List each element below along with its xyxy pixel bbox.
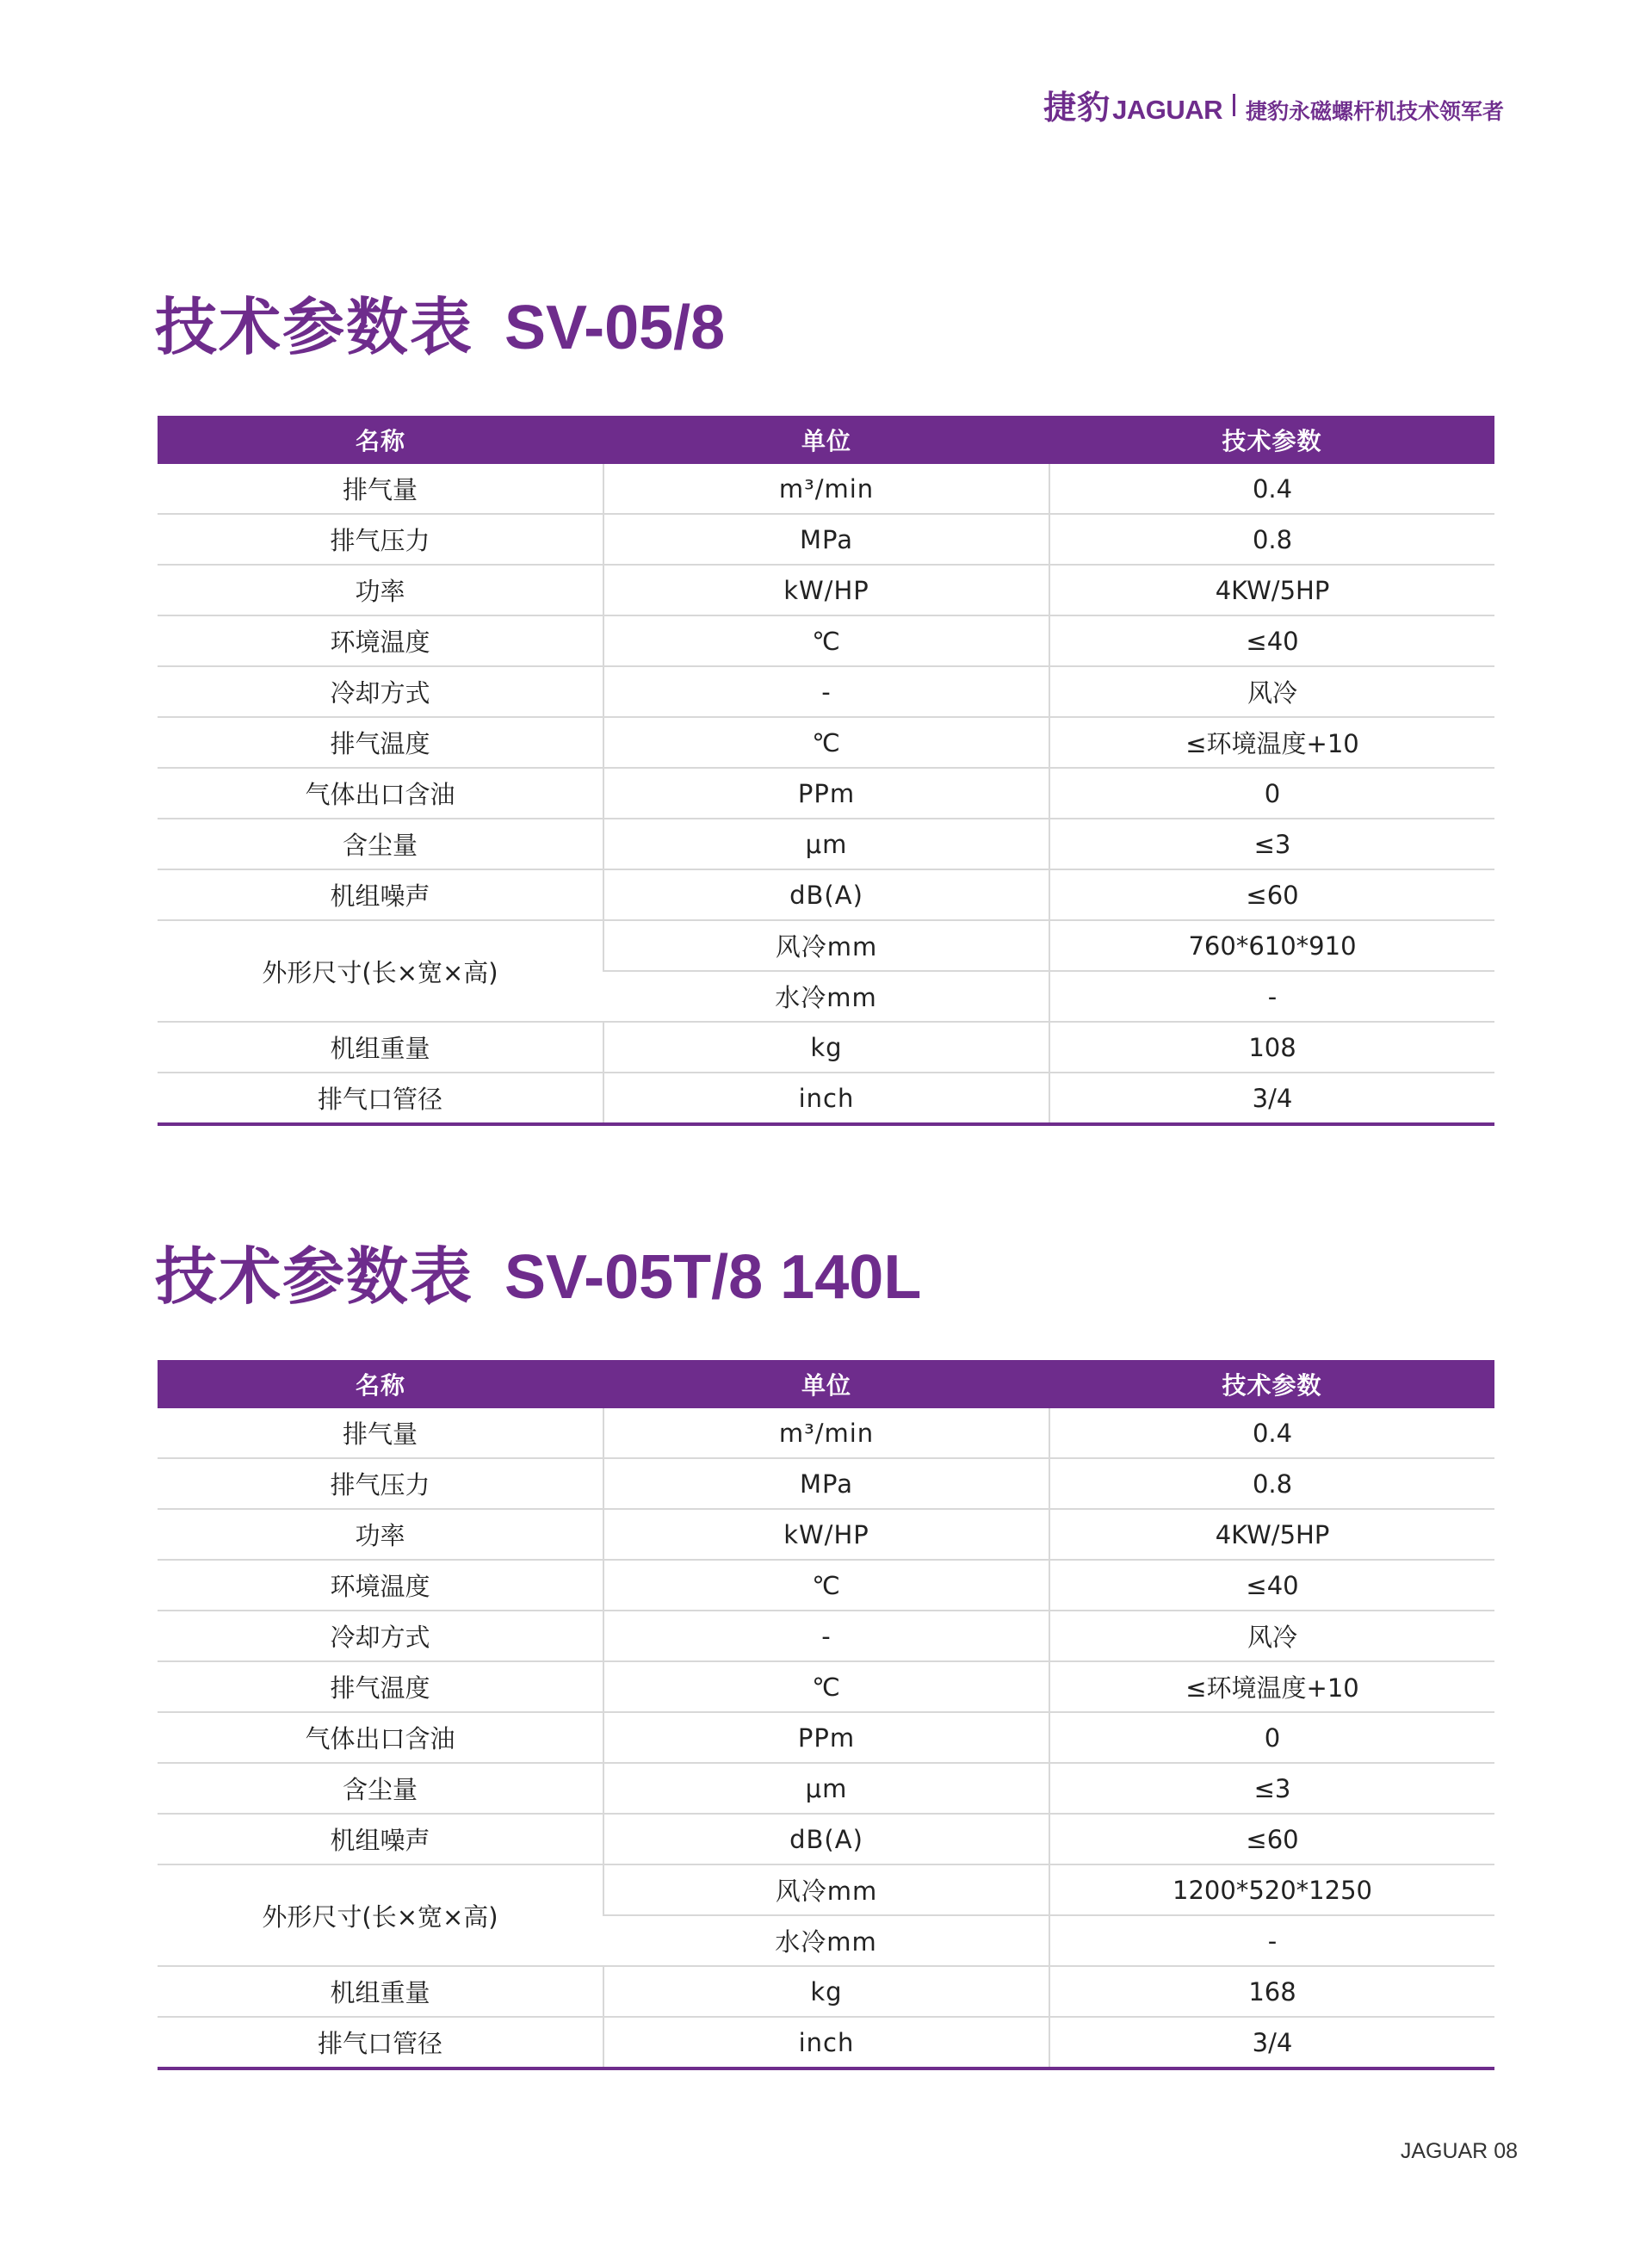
row-unit-air-cooled: 风冷mm <box>603 1864 1049 1915</box>
table-row <box>158 1458 1494 1509</box>
row-name: 气体出口含油 <box>158 1712 603 1763</box>
row-value: 0.4 <box>1049 1408 1494 1458</box>
row-unit: MPa <box>603 514 1049 565</box>
section-model: SV-05T/8 140L <box>504 1243 922 1312</box>
table-row <box>158 1712 1494 1763</box>
table-row <box>158 1966 1494 2017</box>
row-unit: μm <box>603 1763 1049 1814</box>
row-unit-water-cooled: 水冷mm <box>603 1915 1049 1966</box>
row-value: 3/4 <box>1049 1073 1494 1124</box>
section-title-2 <box>155 1227 921 1316</box>
row-value: ≤40 <box>1049 615 1494 666</box>
section-title-label: 技术参数表 <box>155 291 474 363</box>
row-value: 0.8 <box>1049 1458 1494 1509</box>
row-value: ≤环境温度+10 <box>1049 1661 1494 1712</box>
page-number: 08 <box>1494 2139 1518 2163</box>
row-value: 风冷 <box>1049 1611 1494 1661</box>
row-name: 排气温度 <box>158 717 603 768</box>
row-name: 机组重量 <box>158 1022 603 1073</box>
table-row-dimensions <box>158 920 1494 971</box>
row-name: 排气口管径 <box>158 1073 603 1124</box>
row-name: 环境温度 <box>158 1560 603 1611</box>
row-name: 排气口管径 <box>158 2017 603 2068</box>
row-value: ≤3 <box>1049 1763 1494 1814</box>
section-title-1 <box>155 277 725 367</box>
row-value: 168 <box>1049 1966 1494 2017</box>
row-unit: m³/min <box>603 1408 1049 1458</box>
row-unit: ℃ <box>603 717 1049 768</box>
row-unit: - <box>603 666 1049 717</box>
row-name: 外形尺寸(长×宽×高) <box>158 1864 603 1966</box>
row-name: 环境温度 <box>158 615 603 666</box>
row-name: 排气压力 <box>158 1458 603 1509</box>
table-row <box>158 666 1494 717</box>
table-row <box>158 768 1494 819</box>
table-row <box>158 717 1494 768</box>
brand-slogan: 捷豹永磁螺杆机技术领军者 <box>1245 99 1504 124</box>
row-value: 4KW/5HP <box>1049 565 1494 615</box>
row-value: 4KW/5HP <box>1049 1509 1494 1560</box>
row-unit: dB(A) <box>603 1814 1049 1864</box>
table-row <box>158 1661 1494 1712</box>
row-name: 冷却方式 <box>158 666 603 717</box>
table-header-row <box>158 1360 1494 1408</box>
table-row <box>158 1022 1494 1073</box>
brand-separator <box>1233 94 1235 116</box>
row-value: 0.4 <box>1049 464 1494 514</box>
row-unit: inch <box>603 2017 1049 2068</box>
column-header-value: 技术参数 <box>1049 416 1494 464</box>
section-title-label: 技术参数表 <box>155 1240 474 1313</box>
brand-name-cn: 捷豹 <box>1043 89 1111 127</box>
row-unit: PPm <box>603 768 1049 819</box>
table-row <box>158 2017 1494 2068</box>
page-footer <box>1401 2139 1518 2164</box>
row-unit: kW/HP <box>603 1509 1049 1560</box>
row-name: 冷却方式 <box>158 1611 603 1661</box>
row-name: 排气温度 <box>158 1661 603 1712</box>
row-unit-water-cooled: 水冷mm <box>603 971 1049 1022</box>
row-unit: ℃ <box>603 615 1049 666</box>
row-name: 机组噪声 <box>158 869 603 920</box>
table-row <box>158 1763 1494 1814</box>
table-row <box>158 869 1494 920</box>
table-row <box>158 514 1494 565</box>
row-unit: inch <box>603 1073 1049 1124</box>
brand-header <box>1043 81 1504 128</box>
row-unit: kg <box>603 1966 1049 2017</box>
row-name: 机组重量 <box>158 1966 603 2017</box>
row-name: 外形尺寸(长×宽×高) <box>158 920 603 1022</box>
row-name: 排气量 <box>158 1408 603 1458</box>
table-row <box>158 1408 1494 1458</box>
table-row <box>158 565 1494 615</box>
column-header-name: 名称 <box>158 416 603 464</box>
table-row <box>158 464 1494 514</box>
row-unit: PPm <box>603 1712 1049 1763</box>
row-value: 0 <box>1049 768 1494 819</box>
row-name: 排气量 <box>158 464 603 514</box>
row-value: ≤60 <box>1049 869 1494 920</box>
row-unit: dB(A) <box>603 869 1049 920</box>
row-value-air-cooled: 1200*520*1250 <box>1049 1864 1494 1915</box>
table-row <box>158 1560 1494 1611</box>
row-unit: ℃ <box>603 1661 1049 1712</box>
row-value-water-cooled: - <box>1049 971 1494 1022</box>
row-unit: kg <box>603 1022 1049 1073</box>
table-row-dimensions <box>158 1864 1494 1915</box>
row-unit: ℃ <box>603 1560 1049 1611</box>
row-unit: MPa <box>603 1458 1049 1509</box>
section-model: SV-05/8 <box>504 294 726 362</box>
row-name: 功率 <box>158 565 603 615</box>
spec-table-2 <box>158 1360 1494 2070</box>
row-name: 排气压力 <box>158 514 603 565</box>
row-value: ≤环境温度+10 <box>1049 717 1494 768</box>
spec-table-1 <box>158 416 1494 1126</box>
table-row <box>158 819 1494 869</box>
brand-name-en: JAGUAR <box>1112 95 1222 125</box>
row-value: 风冷 <box>1049 666 1494 717</box>
row-unit: μm <box>603 819 1049 869</box>
row-value-air-cooled: 760*610*910 <box>1049 920 1494 971</box>
row-name: 含尘量 <box>158 1763 603 1814</box>
row-unit: - <box>603 1611 1049 1661</box>
row-unit: kW/HP <box>603 565 1049 615</box>
footer-brand: JAGUAR <box>1400 2139 1488 2163</box>
row-unit: m³/min <box>603 464 1049 514</box>
table-row <box>158 1073 1494 1124</box>
table-row <box>158 615 1494 666</box>
row-value-water-cooled: - <box>1049 1915 1494 1966</box>
table-row <box>158 1814 1494 1864</box>
column-header-unit: 单位 <box>603 416 1049 464</box>
column-header-name: 名称 <box>158 1360 603 1408</box>
row-value: 0 <box>1049 1712 1494 1763</box>
row-value: 3/4 <box>1049 2017 1494 2068</box>
row-value: ≤3 <box>1049 819 1494 869</box>
row-name: 气体出口含油 <box>158 768 603 819</box>
row-name: 含尘量 <box>158 819 603 869</box>
row-value: ≤40 <box>1049 1560 1494 1611</box>
table-header-row <box>158 416 1494 464</box>
row-value: ≤60 <box>1049 1814 1494 1864</box>
row-unit-air-cooled: 风冷mm <box>603 920 1049 971</box>
row-name: 机组噪声 <box>158 1814 603 1864</box>
row-value: 108 <box>1049 1022 1494 1073</box>
row-name: 功率 <box>158 1509 603 1560</box>
row-value: 0.8 <box>1049 514 1494 565</box>
column-header-unit: 单位 <box>603 1360 1049 1408</box>
table-row <box>158 1611 1494 1661</box>
column-header-value: 技术参数 <box>1049 1360 1494 1408</box>
table-row <box>158 1509 1494 1560</box>
